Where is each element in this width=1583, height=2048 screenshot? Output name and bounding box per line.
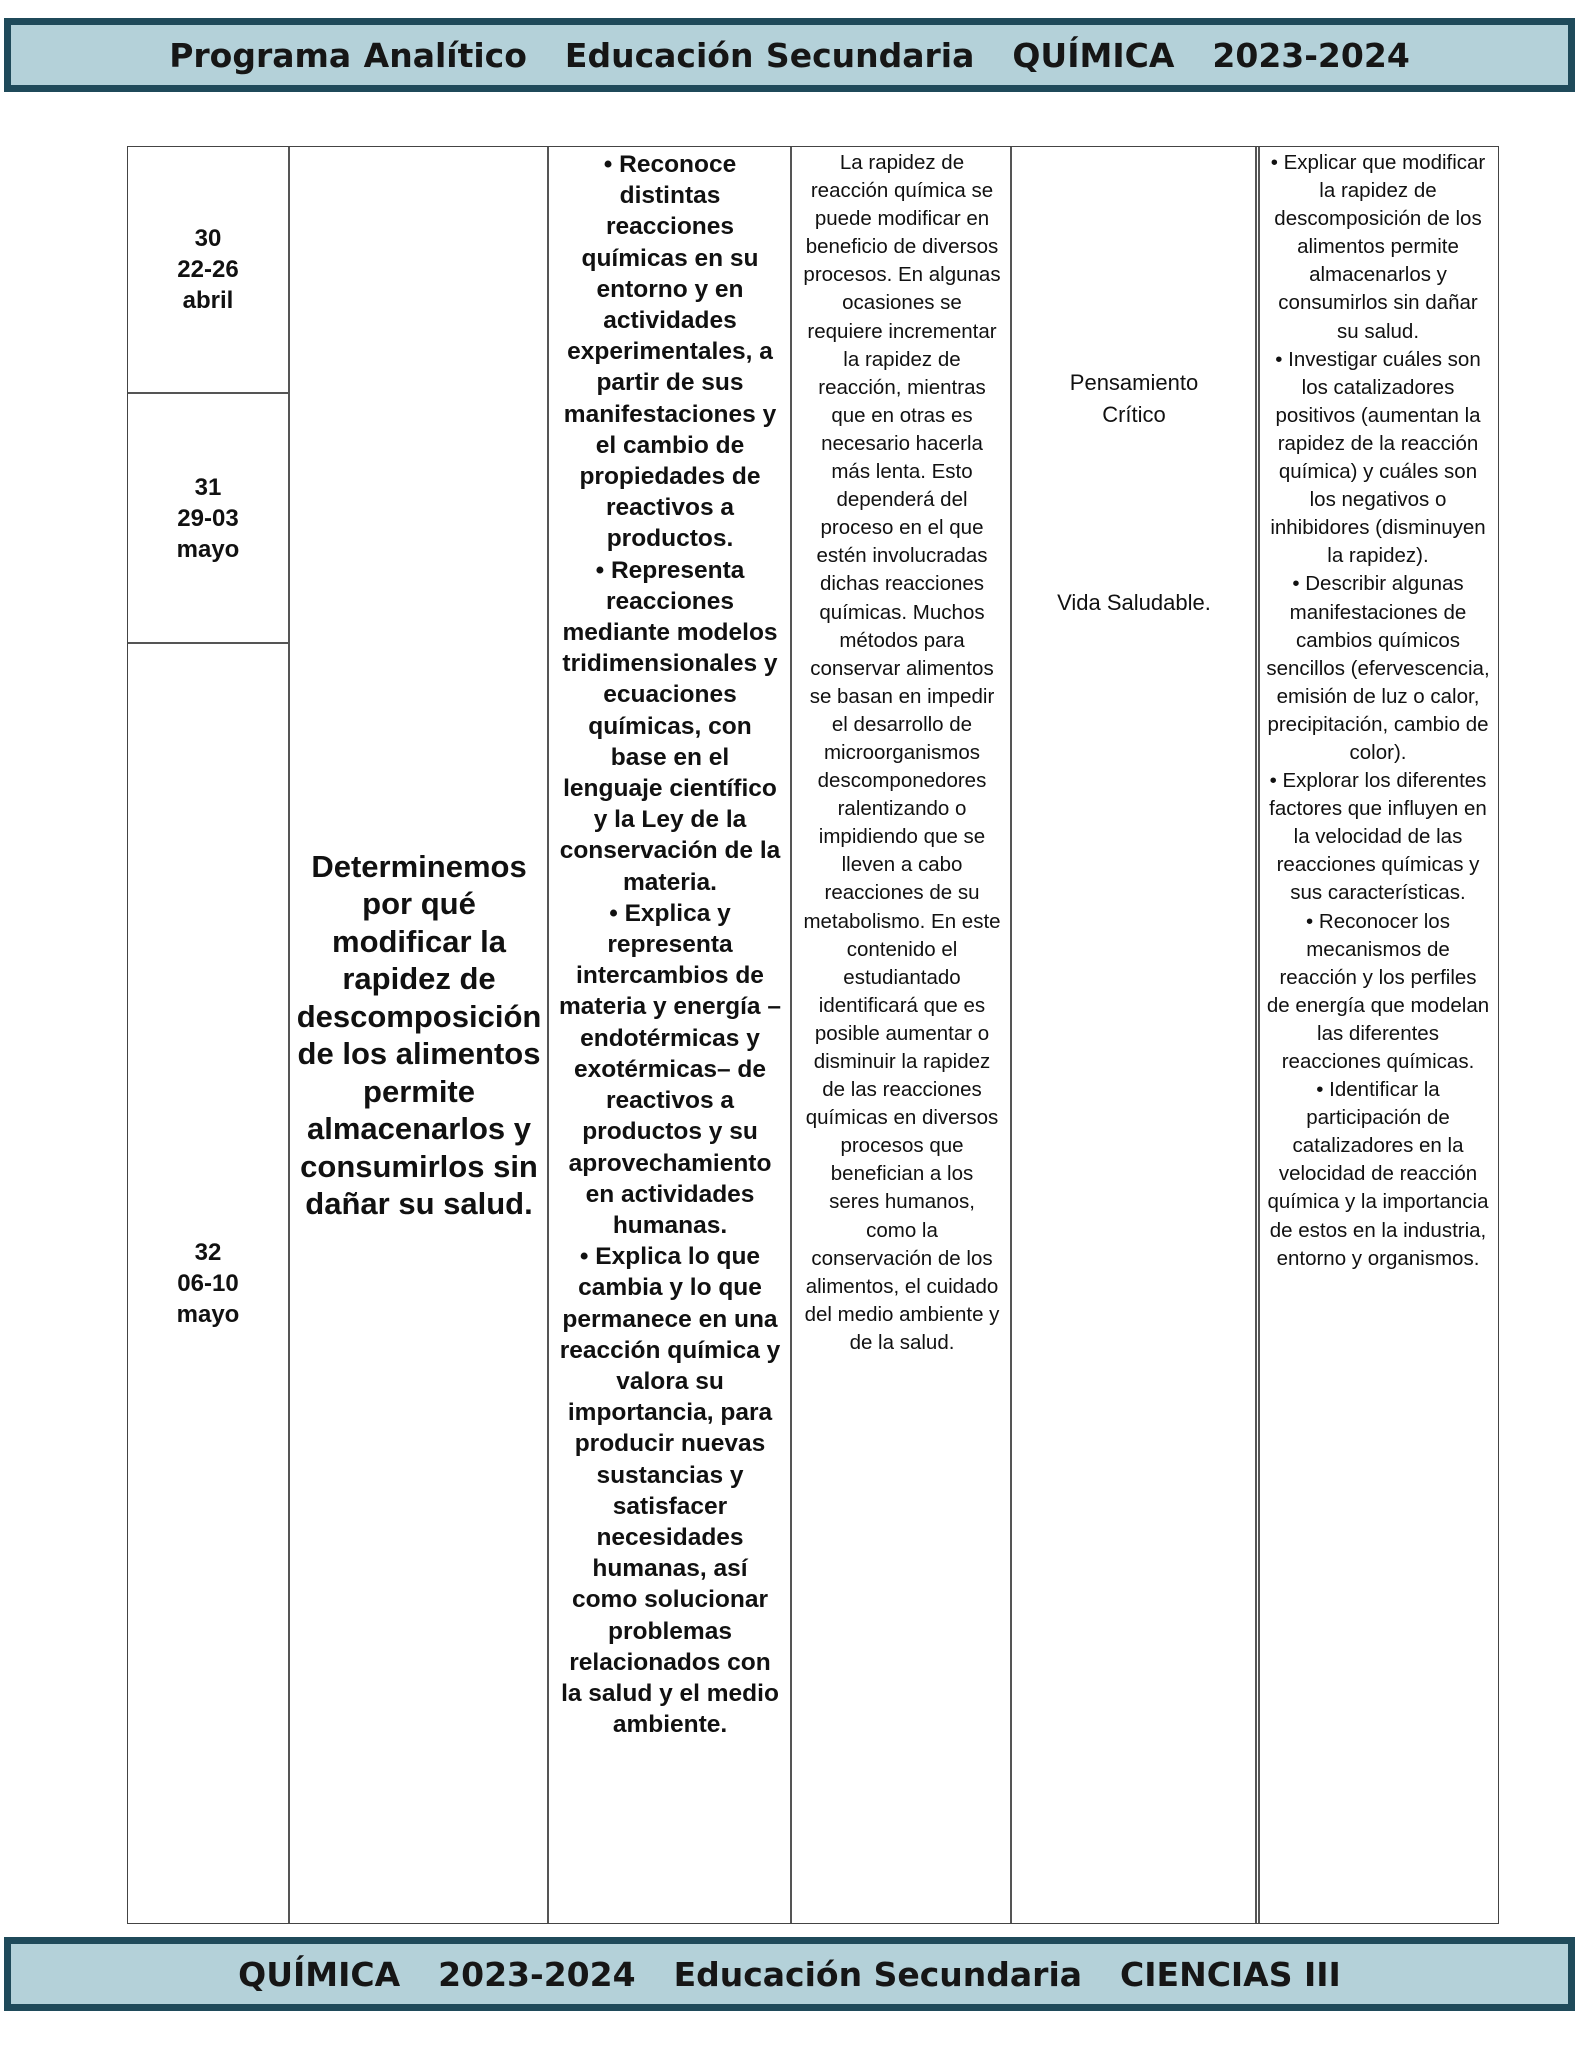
footer-level: Educación Secundaria — [673, 1954, 1083, 1994]
header-subject: QUÍMICA — [1012, 35, 1175, 75]
axes-cell — [1013, 147, 1255, 1923]
suggestion-item: • Describir algunas manifestaciones de cambios químicos sencillos (efervescencia, emisión de luz o calor, precipitación, cambio de color). — [1266, 572, 1490, 764]
axis-label-line: Pensamiento — [1069, 370, 1199, 395]
week-month: mayo — [176, 535, 240, 563]
learning-processes-cell — [550, 149, 790, 1923]
suggestion-item: • Identificar la participación de catalizadores en la velocidad de reacción química y la importancia de estos en la industria, entorno y organismos. — [1267, 1078, 1489, 1270]
learning-process-item: • Explica y representa intercambios de materia y energía –endotérmicas y exotérmicas– de reactivos a productos y su aprovechamiento en actividades humanas. — [559, 899, 781, 1239]
suggestion-item: • Investigar cuáles son los catalizadores positivos (aumentan la rapidez de la reacción química) y cuáles son los negativos o inhibidores (disminuyen la rapidez). — [1270, 347, 1486, 568]
axis-critical-thinking — [1013, 367, 1255, 431]
axis-label-line: Crítico — [1102, 402, 1166, 427]
header-year: 2023-2024 — [1212, 35, 1410, 75]
footer-course: CIENCIAS III — [1120, 1954, 1341, 1994]
week-cell-30 — [128, 147, 288, 392]
week-dates: 29-03 — [177, 504, 239, 532]
header-program: Programa Analítico — [169, 35, 527, 75]
program-table — [127, 146, 1499, 1924]
suggestions-cell — [1258, 149, 1498, 1923]
content-description-cell — [793, 149, 1011, 1923]
week-cell-32 — [128, 644, 288, 1922]
column-divider — [1255, 147, 1257, 1923]
column-divider — [790, 147, 792, 1923]
footer-year: 2023-2024 — [438, 1954, 636, 1994]
content-title-cell — [291, 147, 547, 1923]
learning-process-item: • Explica lo que cambia y lo que permanece en una reacción química y valora su importancia, para producir nuevas sustancias y satisfacer necesidades humanas, así como solucionar problemas relacionados con la salud y el medio ambiente. — [559, 1243, 781, 1739]
footer-banner — [4, 1937, 1575, 2011]
learning-process-item: • Reconoce distintas reacciones químicas en su entorno y en actividades experimentales, a partir de sus manifestaciones y el cambio de propiedades de reactivos a productos. — [563, 151, 777, 553]
suggestion-item: • Explorar los diferentes factores que influyen en la velocidad de las reacciones químicas y sus características. — [1269, 769, 1487, 905]
axis-healthy-life: Vida Saludable. — [1057, 590, 1211, 615]
week-number: 31 — [194, 473, 222, 501]
week-number: 32 — [194, 1238, 222, 1266]
header-level: Educación Secundaria — [564, 35, 975, 75]
suggestion-item: • Explicar que modificar la rapidez de descomposición de los alimentos permite almacenarlos y consumirlos sin dañar su salud. — [1270, 151, 1486, 343]
week-dates: 22-26 — [177, 256, 239, 283]
learning-process-item: • Representa reacciones mediante modelos tridimensionales y ecuaciones químicas, con base en el lenguaje científico y la Ley de la conservación de la materia. — [559, 556, 781, 896]
content-title: Determinemos por qué modificar la rapidez de descomposición de los alimentos permite almacenarlos y consumirlos sin dañar su salud. — [296, 848, 542, 1221]
header-banner — [4, 18, 1575, 92]
week-cell-31 — [128, 394, 288, 642]
content-description: La rapidez de reacción química se puede modificar en beneficio de diversos procesos. En algunas ocasiones se requiere incrementar la rapidez de reacción, mientras que en otras es necesario hacerla más lenta. Esto dependerá del proceso en el que estén involucradas dichas reacciones químicas. Muchos métodos para conservar alimentos se basan en impedir el desarrollo de microorganismos descomponedores ralentizando o impidiendo que se lleven a cabo reacciones de su metabolismo. En este contenido el estudiantado identificará que es posible aumentar o disminuir la rapidez de las reacciones químicas en diversos procesos que benefician a los seres humanos, como la conservación de los alimentos, el cuidado del medio ambiente y de la salud. — [803, 151, 1001, 1354]
week-month: abril — [182, 287, 234, 314]
suggestion-item: • Reconocer los mecanismos de reacción y los perfiles de energía que modelan las diferentes reacciones químicas. — [1266, 909, 1490, 1073]
week-number: 30 — [194, 225, 222, 252]
footer-subject: QUÍMICA — [238, 1954, 401, 1994]
week-dates: 06-10 — [177, 1269, 239, 1297]
week-month: mayo — [176, 1300, 240, 1328]
